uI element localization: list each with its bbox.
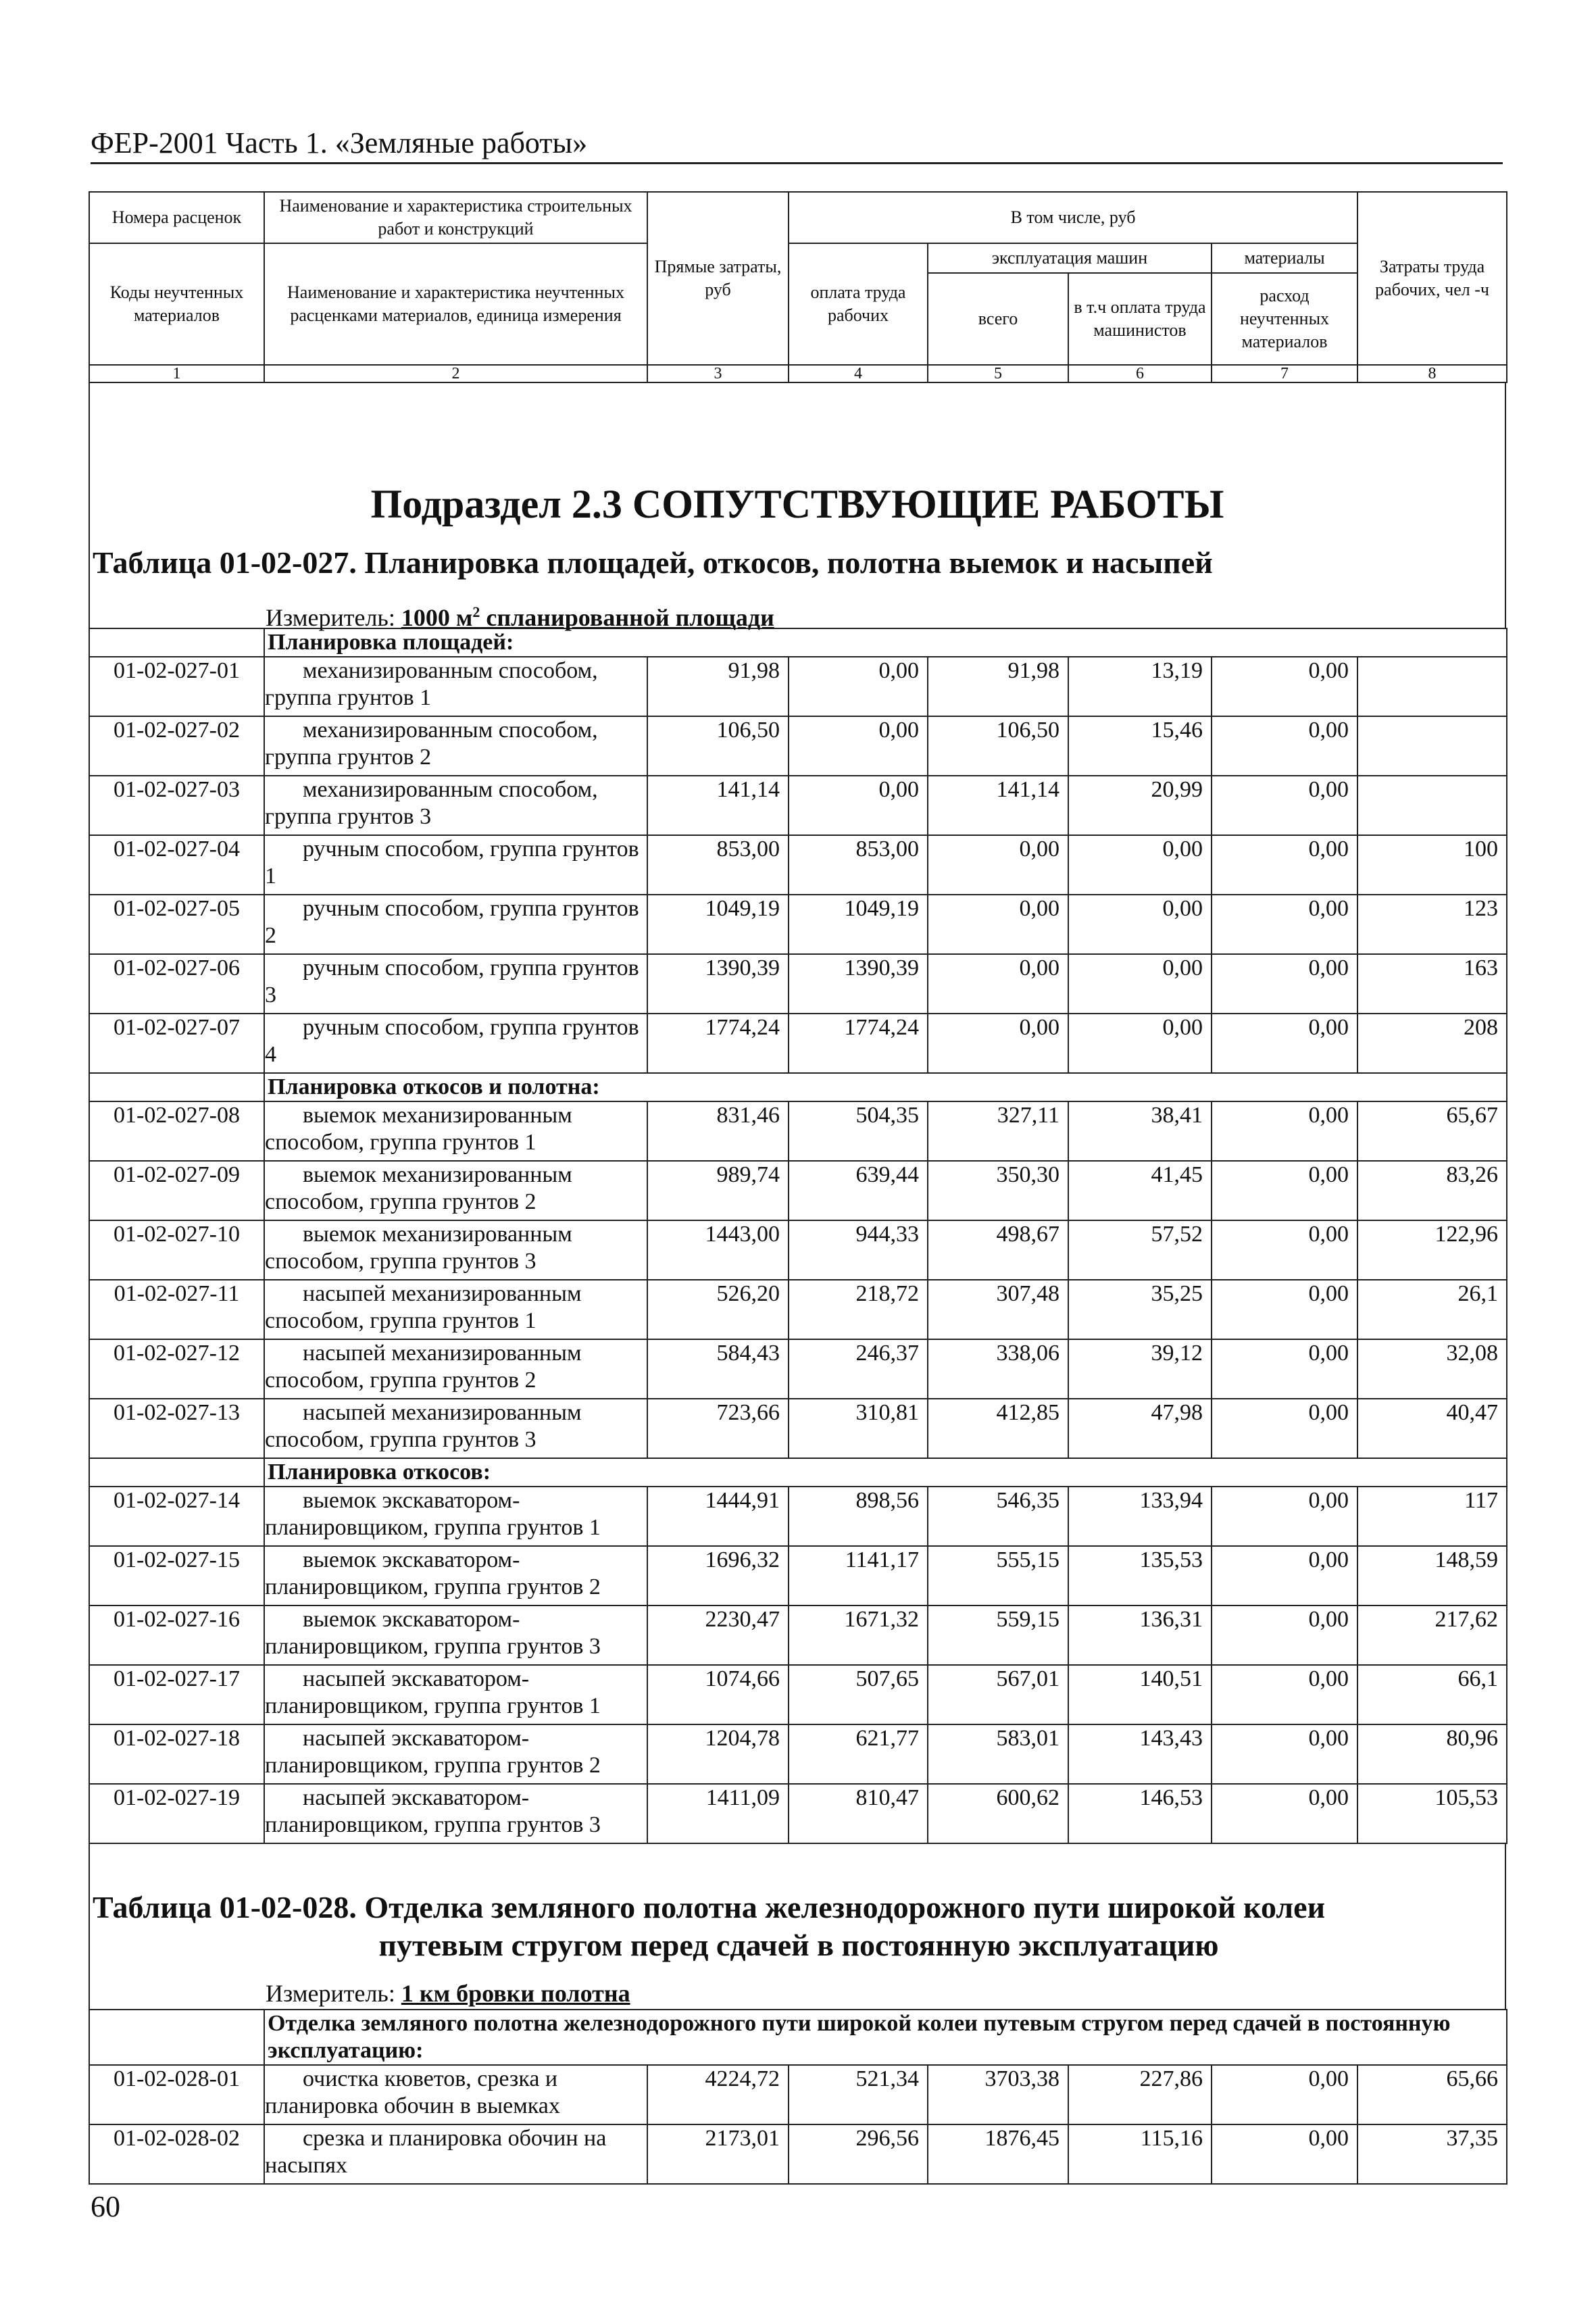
direct-cost: 526,20: [647, 1280, 789, 1339]
machine-total: 0,00: [928, 895, 1068, 954]
rate-code: 01-02-028-02: [89, 2124, 264, 2184]
machine-total: 583,01: [928, 1724, 1068, 1784]
work-name: [264, 1220, 647, 1280]
labor-pay: 1671,32: [789, 1605, 928, 1665]
work-name-text: насыпей экскаватором-планировщиком, группа грунтов 1: [265, 1666, 601, 1718]
rate-row: [89, 895, 1507, 954]
materials: 0,00: [1212, 1280, 1357, 1339]
labor-hours: 37,35: [1357, 2124, 1507, 2184]
materials: 0,00: [1212, 835, 1357, 895]
machine-labor-pay: 136,31: [1068, 1605, 1212, 1665]
machine-total: 0,00: [928, 835, 1068, 895]
rate-row: [89, 1546, 1507, 1605]
materials: 0,00: [1212, 2124, 1357, 2184]
direct-cost: 831,46: [647, 1101, 789, 1161]
group-heading: Планировка откосов и полотна:: [264, 1073, 1507, 1101]
labor-hours: 217,62: [1357, 1605, 1507, 1665]
group-heading-row: [89, 1458, 1507, 1487]
work-name-text: срезка и планировка обочин на насыпях: [265, 2126, 607, 2178]
rate-row: [89, 657, 1507, 716]
machine-total: 338,06: [928, 1339, 1068, 1399]
header-materials-usage: расход неучтенных материалов: [1212, 273, 1357, 365]
col-number: 3: [647, 365, 789, 382]
machine-labor-pay: 140,51: [1068, 1665, 1212, 1724]
materials: 0,00: [1212, 1399, 1357, 1458]
rate-row: [89, 1339, 1507, 1399]
rate-code: 01-02-027-04: [89, 835, 264, 895]
materials: 0,00: [1212, 1101, 1357, 1161]
machine-labor-pay: 57,52: [1068, 1220, 1212, 1280]
machine-labor-pay: 0,00: [1068, 1014, 1212, 1073]
materials: 0,00: [1212, 895, 1357, 954]
machine-labor-pay: 227,86: [1068, 2065, 1212, 2124]
rate-row: [89, 1101, 1507, 1161]
machine-labor-pay: 0,00: [1068, 954, 1212, 1014]
materials: 0,00: [1212, 1487, 1357, 1546]
rate-code: 01-02-027-14: [89, 1487, 264, 1546]
materials: 0,00: [1212, 1605, 1357, 1665]
header-machine-total: всего: [928, 273, 1068, 365]
materials: 0,00: [1212, 1161, 1357, 1220]
labor-pay: 1049,19: [789, 895, 928, 954]
labor-pay: 810,47: [789, 1784, 928, 1843]
table1-meter: Измеритель: 1000 $м^2$ спланированной площади: [266, 603, 774, 631]
direct-cost: 2230,47: [647, 1605, 789, 1665]
direct-cost: 106,50: [647, 716, 789, 776]
col-number: 8: [1357, 365, 1507, 382]
rate-row: [89, 1487, 1507, 1546]
rate-code: 01-02-027-09: [89, 1161, 264, 1220]
rate-row: [89, 1605, 1507, 1665]
machine-labor-pay: 35,25: [1068, 1280, 1212, 1339]
table2-title-line1: Таблица 01-02-028. Отделка земляного полотна железнодорожного пути широкой колеи: [93, 1890, 1326, 1924]
machine-total: 555,15: [928, 1546, 1068, 1605]
table2-body: [89, 2009, 1507, 2185]
labor-hours: 163: [1357, 954, 1507, 1014]
rate-row: [89, 1280, 1507, 1339]
direct-cost: 141,14: [647, 776, 789, 835]
direct-cost: 1774,24: [647, 1014, 789, 1073]
labor-hours: 65,67: [1357, 1101, 1507, 1161]
work-name-text: выемок механизированным способом, группа грунтов 1: [265, 1103, 572, 1155]
rate-row: [89, 1724, 1507, 1784]
work-name-text: механизированным способом, группа грунтов 2: [265, 718, 598, 770]
direct-cost: 723,66: [647, 1399, 789, 1458]
labor-pay: 1141,17: [789, 1546, 928, 1605]
labor-pay: 246,37: [789, 1339, 928, 1399]
labor-hours: 40,47: [1357, 1399, 1507, 1458]
labor-pay: 639,44: [789, 1161, 928, 1220]
machine-labor-pay: 146,53: [1068, 1784, 1212, 1843]
rate-row: [89, 835, 1507, 895]
group-heading: Отделка земляного полотна железнодорожного пути широкой колеи путевым стругом перед сдачей в постоянную эксплуатацию:: [264, 2010, 1507, 2065]
rate-code: 01-02-027-06: [89, 954, 264, 1014]
machine-total: 3703,38: [928, 2065, 1068, 2124]
direct-cost: 1049,19: [647, 895, 789, 954]
labor-pay: 296,56: [789, 2124, 928, 2184]
work-name: [264, 954, 647, 1014]
direct-cost: 1411,09: [647, 1784, 789, 1843]
labor-pay: 621,77: [789, 1724, 928, 1784]
direct-cost: 1074,66: [647, 1665, 789, 1724]
materials: 0,00: [1212, 1014, 1357, 1073]
machine-labor-pay: 13,19: [1068, 657, 1212, 716]
header-material-name: Наименование и характеристика неучтенных расценками материалов, единица измерения: [264, 243, 647, 365]
rate-code: 01-02-027-07: [89, 1014, 264, 1073]
work-name: [264, 895, 647, 954]
materials: 0,00: [1212, 1784, 1357, 1843]
machine-total: 141,14: [928, 776, 1068, 835]
machine-total: 546,35: [928, 1487, 1068, 1546]
materials: 0,00: [1212, 657, 1357, 716]
machine-total: 350,30: [928, 1161, 1068, 1220]
machine-labor-pay: 20,99: [1068, 776, 1212, 835]
table1-body: [89, 628, 1507, 1844]
rate-code: 01-02-027-15: [89, 1546, 264, 1605]
labor-hours: 100: [1357, 835, 1507, 895]
direct-cost: 4224,72: [647, 2065, 789, 2124]
machine-total: 307,48: [928, 1280, 1068, 1339]
work-name-text: механизированным способом, группа грунтов 3: [265, 777, 598, 829]
machine-total: 559,15: [928, 1605, 1068, 1665]
rate-code: 01-02-027-18: [89, 1724, 264, 1784]
work-name-text: ручным способом, группа грунтов 4: [265, 1015, 639, 1067]
header-work-name: Наименование и характеристика строительных работ и конструкций: [264, 192, 647, 243]
labor-pay: 0,00: [789, 657, 928, 716]
work-name-text: механизированным способом, группа грунтов 1: [265, 658, 598, 710]
machine-labor-pay: 41,45: [1068, 1161, 1212, 1220]
rate-code: 01-02-028-01: [89, 2065, 264, 2124]
machine-total: 600,62: [928, 1784, 1068, 1843]
machine-labor-pay: 143,43: [1068, 1724, 1212, 1784]
col-number: 4: [789, 365, 928, 382]
work-name: [264, 1724, 647, 1784]
machine-labor-pay: 38,41: [1068, 1101, 1212, 1161]
materials: 0,00: [1212, 1220, 1357, 1280]
labor-hours: 80,96: [1357, 1724, 1507, 1784]
work-name: [264, 1101, 647, 1161]
machine-total: 412,85: [928, 1399, 1068, 1458]
rate-code: 01-02-027-19: [89, 1784, 264, 1843]
machine-labor-pay: 135,53: [1068, 1546, 1212, 1605]
machine-total: 498,67: [928, 1220, 1068, 1280]
labor-hours: 83,26: [1357, 1161, 1507, 1220]
column-numbers-row: [89, 365, 1507, 382]
work-name-text: насыпей механизированным способом, группа грунтов 2: [265, 1341, 582, 1393]
work-name: [264, 1784, 647, 1843]
header-direct-costs: Прямые затраты, руб: [647, 192, 789, 365]
labor-hours: 208: [1357, 1014, 1507, 1073]
labor-pay: 853,00: [789, 835, 928, 895]
header-rate-numbers: Номера расценок: [89, 192, 264, 243]
materials: 0,00: [1212, 1665, 1357, 1724]
labor-pay: 1390,39: [789, 954, 928, 1014]
rate-row: [89, 954, 1507, 1014]
rate-row: [89, 1784, 1507, 1843]
labor-hours: 105,53: [1357, 1784, 1507, 1843]
labor-hours: 148,59: [1357, 1546, 1507, 1605]
rate-code: 01-02-027-05: [89, 895, 264, 954]
labor-pay: 0,00: [789, 776, 928, 835]
header-machine-labor: в т.ч оплата труда машинистов: [1068, 273, 1212, 365]
work-name-text: насыпей экскаватором-планировщиком, группа грунтов 3: [265, 1785, 601, 1837]
machine-labor-pay: 133,94: [1068, 1487, 1212, 1546]
work-name-text: выемок экскаватором-планировщиком, группа грунтов 2: [265, 1547, 601, 1599]
header-rule: [91, 162, 1503, 164]
materials: 0,00: [1212, 2065, 1357, 2124]
header-materials: материалы: [1212, 243, 1357, 273]
header-machine-use: эксплуатация машин: [928, 243, 1212, 273]
work-name-text: выемок экскаватором-планировщиком, группа грунтов 1: [265, 1488, 601, 1540]
table2-meter: Измеритель: 1 км бровки полотна: [266, 1980, 630, 2007]
materials: 0,00: [1212, 1339, 1357, 1399]
machine-total: 106,50: [928, 716, 1068, 776]
work-name: [264, 1399, 647, 1458]
work-name-text: насыпей механизированным способом, группа грунтов 1: [265, 1281, 582, 1333]
machine-labor-pay: 15,46: [1068, 716, 1212, 776]
rate-code: 01-02-027-16: [89, 1605, 264, 1665]
machine-total: 91,98: [928, 657, 1068, 716]
labor-pay: 898,56: [789, 1487, 928, 1546]
labor-hours: 122,96: [1357, 1220, 1507, 1280]
labor-hours: [1357, 657, 1507, 716]
work-name-text: ручным способом, группа грунтов 3: [265, 955, 639, 1007]
group-heading: Планировка откосов:: [264, 1458, 1507, 1487]
labor-pay: 944,33: [789, 1220, 928, 1280]
work-name: [264, 1014, 647, 1073]
rate-row: [89, 716, 1507, 776]
materials: 0,00: [1212, 954, 1357, 1014]
machine-total: 567,01: [928, 1665, 1068, 1724]
direct-cost: 1204,78: [647, 1724, 789, 1784]
rate-code: 01-02-027-13: [89, 1399, 264, 1458]
labor-hours: [1357, 776, 1507, 835]
col-number: 7: [1212, 365, 1357, 382]
work-name: [264, 1161, 647, 1220]
rate-code: 01-02-027-12: [89, 1339, 264, 1399]
rate-code: 01-02-027-17: [89, 1665, 264, 1724]
labor-pay: 504,35: [789, 1101, 928, 1161]
direct-cost: 2173,01: [647, 2124, 789, 2184]
materials: 0,00: [1212, 1546, 1357, 1605]
table1-title-block: [89, 383, 1506, 631]
header-labor-cost: Затраты труда рабочих, чел -ч: [1357, 192, 1507, 365]
labor-pay: 0,00: [789, 716, 928, 776]
materials: 0,00: [1212, 716, 1357, 776]
table1-meter-value: 1000 м: [401, 604, 473, 631]
rate-code: 01-02-027-02: [89, 716, 264, 776]
labor-pay: 1774,24: [789, 1014, 928, 1073]
labor-pay: 507,65: [789, 1665, 928, 1724]
work-name: [264, 1280, 647, 1339]
labor-hours: 65,66: [1357, 2065, 1507, 2124]
work-name: [264, 1487, 647, 1546]
direct-cost: 1696,32: [647, 1546, 789, 1605]
work-name-text: ручным способом, группа грунтов 1: [265, 837, 639, 889]
rate-row: [89, 1665, 1507, 1724]
labor-hours: 32,08: [1357, 1339, 1507, 1399]
work-name: [264, 1665, 647, 1724]
rate-row: [89, 1399, 1507, 1458]
group-heading-row: [89, 2010, 1507, 2065]
work-name-text: ручным способом, группа грунтов 2: [265, 896, 639, 948]
rate-row: [89, 776, 1507, 835]
rate-row: [89, 1014, 1507, 1073]
direct-cost: 1444,91: [647, 1487, 789, 1546]
labor-hours: 123: [1357, 895, 1507, 954]
table2-title-block: [89, 1844, 1506, 2009]
materials: 0,00: [1212, 776, 1357, 835]
machine-total: 0,00: [928, 1014, 1068, 1073]
work-name-text: насыпей экскаватором-планировщиком, группа грунтов 2: [265, 1726, 601, 1778]
machine-total: 1876,45: [928, 2124, 1068, 2184]
work-name-text: очистка кюветов, срезка и планировка обочин в выемках: [265, 2066, 560, 2118]
labor-hours: 66,1: [1357, 1665, 1507, 1724]
direct-cost: 853,00: [647, 835, 789, 895]
table2-meter-value: 1 км бровки полотна: [401, 1980, 630, 2007]
rate-code: 01-02-027-08: [89, 1101, 264, 1161]
table2-title-line2: путевым стругом перед сдачей в постоянную эксплуатацию: [378, 1928, 1219, 1962]
rate-code: 01-02-027-01: [89, 657, 264, 716]
table1-title: Таблица 01-02-027. Планировка площадей, откосов, полотна выемок и насыпей: [93, 545, 1213, 580]
labor-pay: 521,34: [789, 2065, 928, 2124]
direct-cost: 1443,00: [647, 1220, 789, 1280]
rate-code: 01-02-027-03: [89, 776, 264, 835]
page-number: 60: [91, 2190, 120, 2223]
work-name: [264, 776, 647, 835]
col-number: 5: [928, 365, 1068, 382]
work-name-text: выемок механизированным способом, группа грунтов 3: [265, 1222, 572, 1274]
rate-code: 01-02-027-11: [89, 1280, 264, 1339]
materials: 0,00: [1212, 1724, 1357, 1784]
group-heading-row: [89, 1073, 1507, 1101]
col-number: 6: [1068, 365, 1212, 382]
column-header-table: [89, 191, 1507, 383]
header-including: В том числе, руб: [789, 192, 1357, 243]
rate-table-frame: [89, 191, 1506, 2178]
machine-total: 327,11: [928, 1101, 1068, 1161]
machine-labor-pay: 0,00: [1068, 895, 1212, 954]
machine-labor-pay: 0,00: [1068, 835, 1212, 895]
rate-row: [89, 1161, 1507, 1220]
machine-labor-pay: 47,98: [1068, 1399, 1212, 1458]
group-heading-row: [89, 628, 1507, 657]
direct-cost: 584,43: [647, 1339, 789, 1399]
work-name: [264, 657, 647, 716]
work-name: [264, 2124, 647, 2184]
machine-total: 0,00: [928, 954, 1068, 1014]
group-heading: Планировка площадей:: [264, 628, 1507, 657]
work-name: [264, 2065, 647, 2124]
labor-hours: [1357, 716, 1507, 776]
direct-cost: 1390,39: [647, 954, 789, 1014]
header-labor-pay: оплата труда рабочих: [789, 243, 928, 365]
labor-hours: 26,1: [1357, 1280, 1507, 1339]
subsection-title: Подраздел 2.3 СОПУТСТВУЮЩИЕ РАБОТЫ: [370, 482, 1224, 526]
rate-row: [89, 2065, 1507, 2124]
header-material-codes: Коды неучтенных материалов: [89, 243, 264, 365]
work-name: [264, 1339, 647, 1399]
direct-cost: 989,74: [647, 1161, 789, 1220]
running-head: ФЕР-2001 Часть 1. «Земляные работы»: [91, 126, 588, 159]
work-name: [264, 1546, 647, 1605]
col-number: 2: [264, 365, 647, 382]
work-name-text: выемок экскаватором-планировщиком, группа грунтов 3: [265, 1607, 601, 1659]
labor-pay: 310,81: [789, 1399, 928, 1458]
work-name: [264, 1605, 647, 1665]
rate-code: 01-02-027-10: [89, 1220, 264, 1280]
col-number: 1: [89, 365, 264, 382]
labor-hours: 117: [1357, 1487, 1507, 1546]
machine-labor-pay: 115,16: [1068, 2124, 1212, 2184]
work-name: [264, 835, 647, 895]
work-name-text: насыпей механизированным способом, группа грунтов 3: [265, 1400, 582, 1452]
rate-row: [89, 1220, 1507, 1280]
labor-pay: 218,72: [789, 1280, 928, 1339]
rate-row: [89, 2124, 1507, 2184]
direct-cost: 91,98: [647, 657, 789, 716]
work-name-text: выемок механизированным способом, группа грунтов 2: [265, 1162, 572, 1214]
machine-labor-pay: 39,12: [1068, 1339, 1212, 1399]
work-name: [264, 716, 647, 776]
